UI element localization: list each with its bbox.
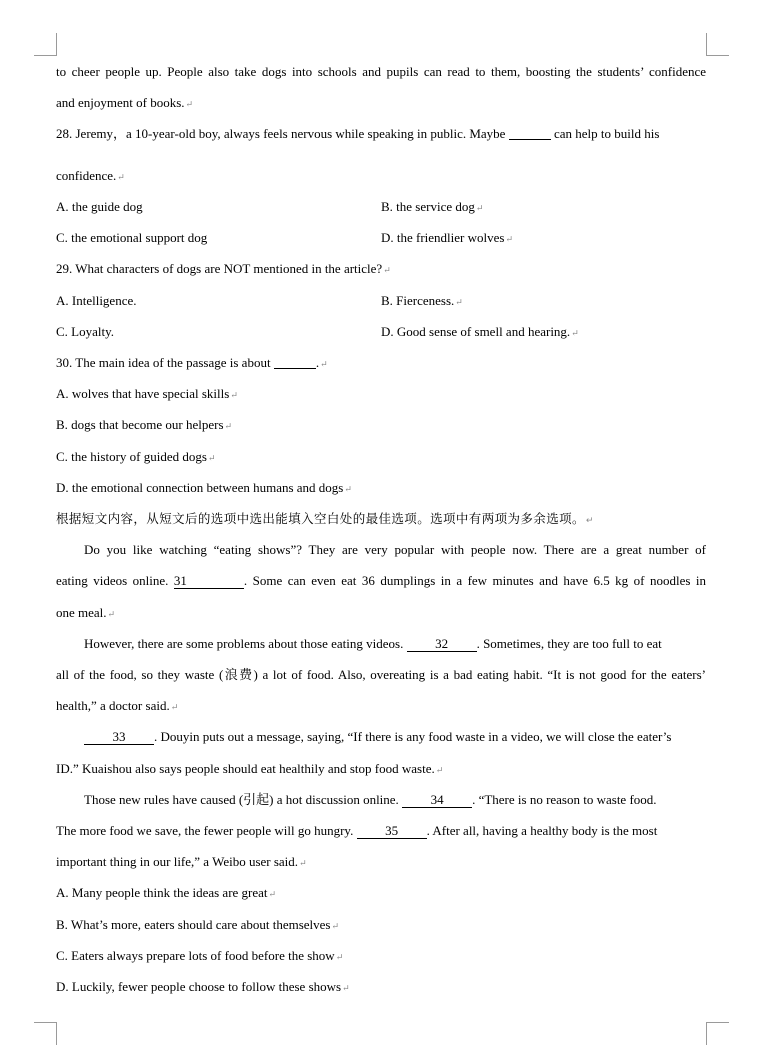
page-corner-mark (706, 1022, 729, 1045)
stem-text: . (315, 355, 320, 370)
text: eating videos online. (56, 573, 169, 588)
passage-line (84, 728, 671, 746)
option-d: D. the emotional connection between humans and dogs ↵ (56, 479, 352, 498)
option-d: D. Good sense of smell and hearing. ↵ (381, 323, 579, 342)
text: . Some can even eat 36 dumplings in a few minutes and have 6.5 kg of noodles in (243, 573, 706, 588)
passage-line (84, 791, 657, 809)
stem-text: can help to build his (553, 126, 660, 141)
option-b: B. What’s more, eaters should care about themselves ↵ (56, 916, 339, 935)
text: . Sometimes, they are too full to eat (476, 636, 662, 651)
option-a: A. the guide dog (56, 199, 143, 214)
text: Those new rules have caused (引起) a hot discussion online. (84, 792, 399, 807)
page-corner-mark (34, 33, 57, 56)
answer-blank-34: 34 (402, 793, 472, 808)
option-c: C. the history of guided dogs ↵ (56, 448, 215, 467)
answer-blank (274, 356, 316, 369)
passage-line (56, 822, 657, 840)
text: . After all, having a healthy body is the most (426, 823, 658, 838)
page-corner-mark (706, 33, 729, 56)
passage-line: one meal. ↵ (56, 604, 115, 623)
option-d: D. the friendlier wolves ↵ (381, 229, 513, 248)
option-b: B. dogs that become our helpers ↵ (56, 416, 232, 435)
answer-blank-31: 31 (174, 574, 244, 589)
passage-line (84, 635, 662, 653)
stem-text: 30. The main idea of the passage is about (56, 355, 271, 370)
option-c: C. Loyalty. (56, 324, 115, 339)
passage-line: and enjoyment of books. ↵ (56, 94, 193, 113)
text: . Douyin puts out a message, saying, “If there is any food waste in a video, we will close the eater’s (154, 729, 672, 744)
question-28-stem (56, 125, 659, 143)
passage-line: ID.” Kuaishou also says people should eat healthily and stop food waste. ↵ (56, 760, 443, 779)
answer-blank-35: 35 (357, 824, 427, 839)
option-b: B. the service dog ↵ (381, 198, 483, 217)
option-a: A. Many people think the ideas are great ↵ (56, 884, 276, 903)
option-c: C. Eaters always prepare lots of food before the show ↵ (56, 947, 343, 966)
passage-line: important thing in our life,” a Weibo user said. ↵ (56, 853, 307, 872)
answer-blank-32: 32 (407, 637, 477, 652)
passage-line: Do you like watching “eating shows”? They are very popular with people now. There are a great number of (84, 542, 706, 557)
option-a: A. Intelligence. (56, 293, 137, 308)
option-c: C. the emotional support dog (56, 230, 208, 245)
question-29-stem: 29. What characters of dogs are NOT mentioned in the article? ↵ (56, 260, 391, 279)
passage-line: to cheer people up. People also take dogs into schools and pupils can read to them, boosting the students’ confidence (56, 64, 706, 79)
option-b: B. Fierceness. ↵ (381, 292, 463, 311)
question-28-stem: confidence. ↵ (56, 167, 125, 186)
page-corner-mark (34, 1022, 57, 1045)
option-d: D. Luckily, fewer people choose to follow these shows ↵ (56, 978, 350, 997)
stem-text: 28. Jeremy，a 10-year-old boy, always feels nervous while speaking in public. Maybe (56, 126, 506, 141)
answer-blank (509, 127, 551, 140)
text: . “There is no reason to waste food. (472, 792, 657, 807)
passage-line: health,” a doctor said. ↵ (56, 697, 178, 716)
passage-line: all of the food, so they waste (浪费) a lot of food. Also, overeating is a bad eating habit. “It is not good for the eaters’ (56, 667, 706, 682)
question-30-stem (56, 354, 328, 373)
option-a: A. wolves that have special skills ↵ (56, 385, 238, 404)
passage-line (56, 572, 706, 590)
text: However, there are some problems about those eating videos. (84, 636, 404, 651)
answer-blank-33: 33 (84, 730, 154, 745)
text: The more food we save, the fewer people will go hungry. (56, 823, 354, 838)
section-instruction: 根据短文内容，从短文后的选项中选出能填入空白处的最佳选项。选项中有两项为多余选项。 ↵ (56, 510, 594, 530)
